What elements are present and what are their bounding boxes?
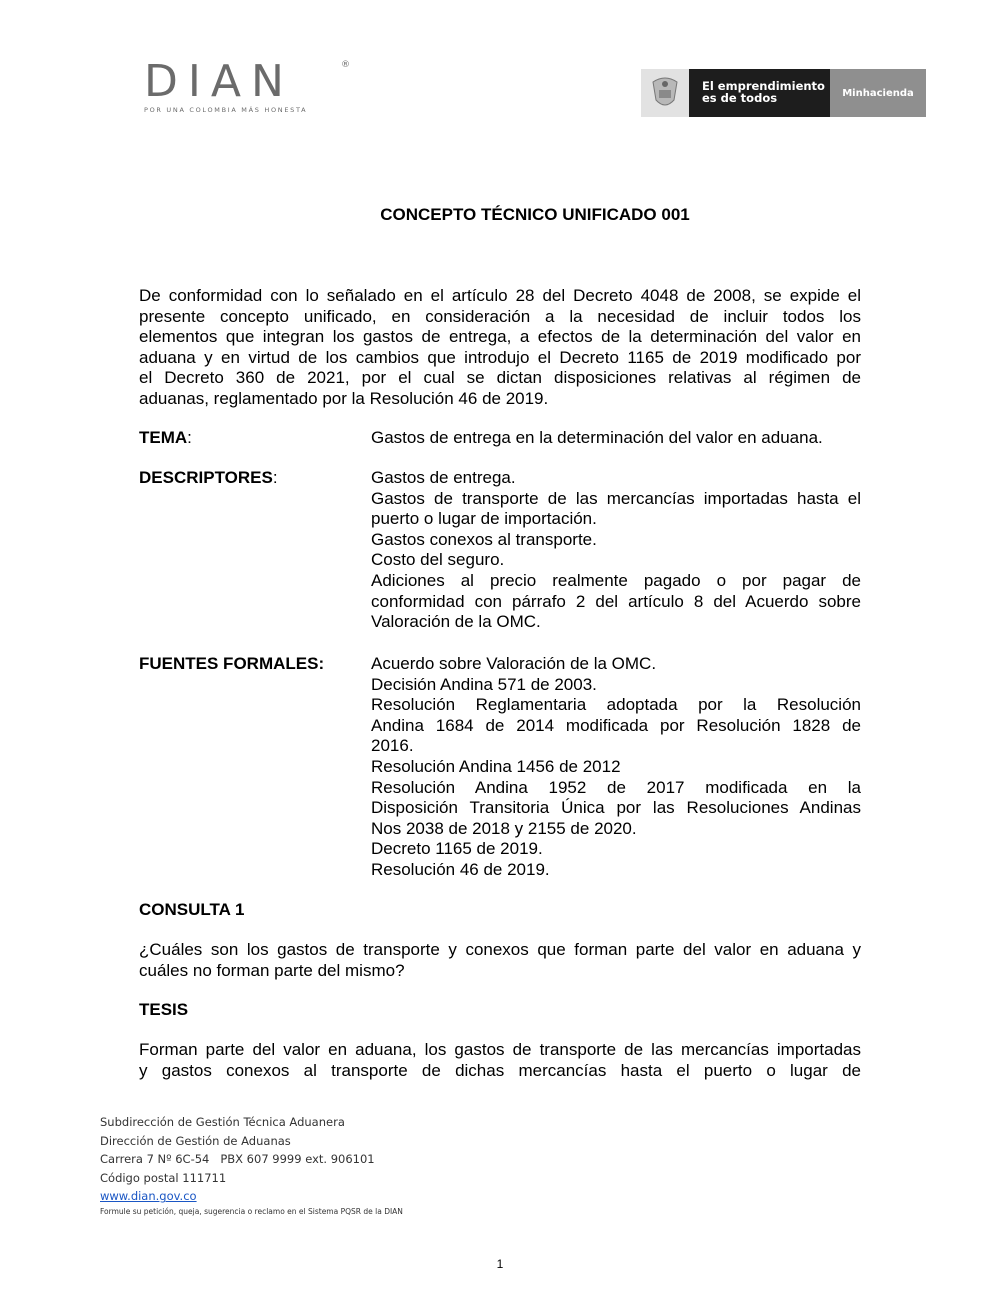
footer-website-link[interactable]: www.dian.gov.co: [100, 1189, 197, 1204]
tema-label-text: TEMA: [139, 428, 188, 447]
fuente-line: Disposición Transitoria Única por las Resoluciones Andinas: [371, 798, 861, 818]
consulta-line: cuáles no forman parte del mismo?: [139, 960, 405, 980]
footer-line: Subdirección de Gestión Técnica Aduanera: [100, 1115, 345, 1129]
tema-label: [139, 428, 192, 449]
tema-value: Gastos de entrega en la determinación del valor en aduana.: [371, 428, 823, 447]
fuente-line: 2016.: [371, 736, 414, 756]
fuente-line: Nos 2038 de 2018 y 2155 de 2020.: [371, 818, 637, 838]
registered-mark: ®: [341, 60, 350, 70]
fuente-line: Resolución Andina 1952 de 2017 modificada en la: [371, 777, 861, 797]
fuente-line: Decisión Andina 571 de 2003.: [371, 674, 597, 694]
footer-line: Carrera 7 Nº 6C-54 PBX 607 9999 ext. 906101: [100, 1152, 375, 1167]
government-slogan-line1: El emprendimiento: [702, 79, 825, 93]
descriptor-line: puerto o lugar de importación.: [371, 509, 597, 529]
footer-line: Dirección de Gestión de Aduanas: [100, 1133, 291, 1148]
descriptores-colon: :: [272, 468, 278, 487]
tesis-heading: TESIS: [139, 1000, 189, 1019]
tesis-line: y gastos conexos al transporte de dichas mercancías hasta el puerto o lugar de: [139, 1060, 861, 1080]
intro-line: elementos que integran los gastos de entrega, a efectos de la determinación del valor en: [139, 327, 861, 347]
page-footer: [100, 1113, 403, 1218]
descriptor-line: Costo del seguro.: [371, 550, 505, 570]
descriptor-line: conformidad con párrafo 2 del artículo 8 del Acuerdo sobre: [371, 591, 861, 611]
government-logo: [641, 69, 926, 117]
ministry-label: Minhacienda: [830, 69, 926, 117]
dian-logo-tagline: POR UNA COLOMBIA MÁS HONESTA: [144, 106, 308, 114]
footer-line: Código postal 111711: [100, 1170, 227, 1185]
intro-line: aduanas, reglamentado por la Resolución 46 de 2019.: [139, 388, 549, 408]
government-slogan: [689, 69, 830, 117]
consulta-line: ¿Cuáles son los gastos de transporte y conexos que forman parte del valor en aduana y: [139, 940, 861, 959]
fuente-line: Andina 1684 de 2014 modificada por Resolución 1828 de: [371, 715, 861, 735]
intro-line: presente concepto unificado, en consideración a la necesidad de incluir todos los: [139, 306, 861, 326]
coat-of-arms-icon: [641, 69, 689, 117]
fuente-line: Decreto 1165 de 2019.: [371, 839, 543, 859]
footer-note: Formule su petición, queja, sugerencia o reclamo en el Sistema PQSR de la DIAN: [100, 1206, 403, 1216]
descriptor-line: Gastos conexos al transporte.: [371, 529, 597, 549]
document-title: CONCEPTO TÉCNICO UNIFICADO 001: [380, 205, 690, 224]
descriptores-label: [139, 468, 278, 489]
page-number: 1: [496, 1257, 504, 1271]
government-slogan-line2: es de todos: [702, 91, 778, 105]
intro-line: aduana y en virtud de los cambios que introdujo el Decreto 1165 de 2019 modificado por: [139, 347, 861, 367]
descriptor-line: Adiciones al precio realmente pagado o por pagar de: [371, 570, 861, 590]
fuente-line: Resolución Andina 1456 de 2012: [371, 756, 621, 776]
intro-paragraph: [139, 286, 861, 410]
consulta-heading: CONSULTA 1: [139, 900, 245, 919]
fuentes-label: FUENTES FORMALES:: [139, 654, 325, 673]
intro-line: el Decreto 360 de 2021, por el cual se dictan disposiciones relativas al régimen de: [139, 368, 861, 388]
fuente-line: Resolución 46 de 2019.: [371, 859, 550, 879]
tema-colon: :: [187, 428, 192, 447]
dian-logo: [144, 56, 350, 116]
fuentes-values: [371, 654, 861, 881]
tesis-line: Forman parte del valor en aduana, los gastos de transporte de las mercancías importadas: [139, 1040, 861, 1059]
tema-values: [371, 428, 861, 449]
fuente-line: Acuerdo sobre Valoración de la OMC.: [371, 654, 657, 673]
tesis-paragraph: [139, 1040, 861, 1081]
descriptor-line: Gastos de transporte de las mercancías importadas hasta el: [371, 488, 861, 508]
dian-logo-word: DIAN: [144, 56, 294, 107]
descriptor-line: Gastos de entrega.: [371, 468, 516, 487]
descriptor-line: Valoración de la OMC.: [371, 612, 541, 632]
descriptores-label-text: DESCRIPTORES: [139, 468, 273, 487]
consulta-question: [139, 940, 861, 981]
intro-line: De conformidad con lo señalado en el artículo 28 del Decreto 4048 de 2008, se expide el: [139, 286, 861, 305]
fuente-line: Resolución Reglamentaria adoptada por la Resolución: [371, 695, 861, 715]
descriptores-values: [371, 468, 861, 633]
